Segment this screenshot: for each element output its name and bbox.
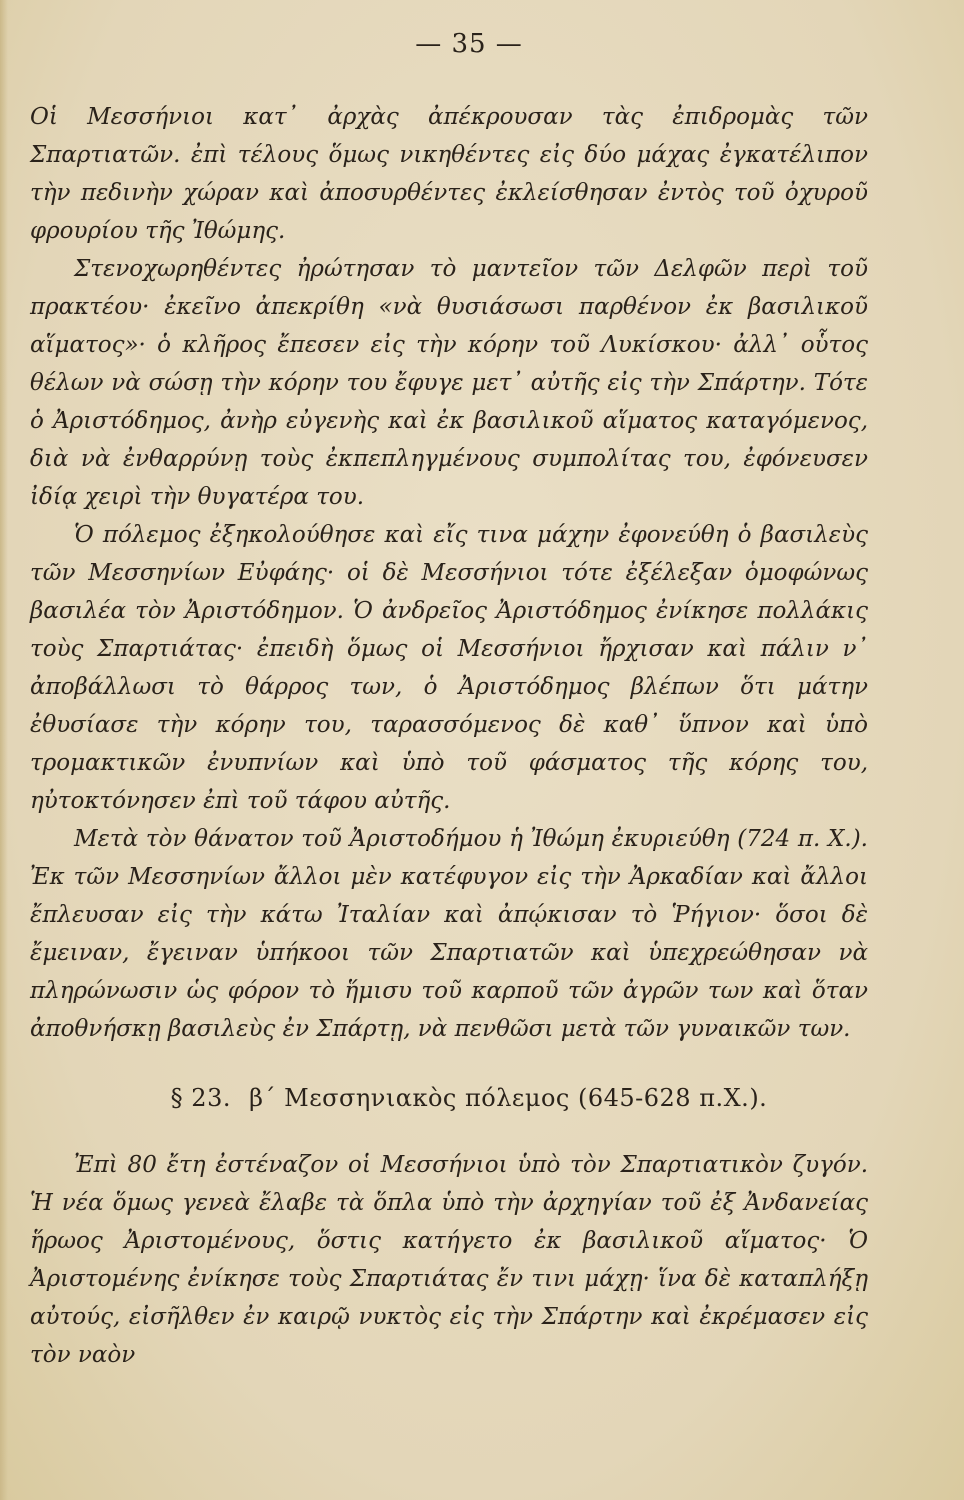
page-number: — 35 — bbox=[415, 29, 523, 59]
paragraph-3: Ὁ πόλεμος ἐξηκολούθησε καὶ εἴς τινα μάχην ἐφονεύθη ὁ βασιλεὺς τῶν Μεσσηνίων Εὐφάης· οἱ δὲ Μεσσήνιοι τότε ἐξέλεξαν ὁμοφώνως βασιλέα τὸν Ἀριστόδημον. Ὁ ἀνδρεῖος Ἀριστόδημος ἐνίκησε πολλάκις τοὺς Σπαρτιάτας· ἐπειδὴ ὅμως οἱ Μεσσήνιοι ἤρχισαν καὶ πάλιν ν᾽ ἀποβάλλωσι τὸ θάρρος των, ὁ Ἀριστόδημος βλέπων ὅτι μάτην ἐθυσίασε τὴν κόρην του, ταρασσόμενος δὲ καθ᾽ ὕπνον καὶ ὑπὸ τρομακτικῶν ἐνυπνίων καὶ ὑπὸ τοῦ φάσματος τῆς κόρης του, ηὐτοκτόνησεν ἐπὶ τοῦ τάφου αὐτῆς. bbox=[30, 522, 868, 814]
section-heading bbox=[30, 1078, 868, 1118]
paragraph-1: Οἱ Μεσσήνιοι κατ᾽ ἀρχὰς ἀπέκρουσαν τὰς ἐπιδρομὰς τῶν Σπαρτιατῶν. ἐπὶ τέλους ὅμως νικηθέντες εἰς δύο μάχας ἐγκατέλιπον τὴν πεδινὴν χώραν καὶ ἀποσυρθέντες ἐκλείσθησαν ἐντὸς τοῦ ὀχυροῦ φρουρίου τῆς Ἰθώμης. bbox=[30, 104, 868, 244]
section-title: β΄ Μεσσηνιακὸς πόλεμος (645-628 π.Χ.). bbox=[249, 1084, 768, 1112]
paragraph-2: Στενοχωρηθέντες ἠρώτησαν τὸ μαντεῖον τῶν Δελφῶν περὶ τοῦ πρακτέου· ἐκεῖνο ἀπεκρίθη «νὰ θυσιάσωσι παρθένον ἐκ βασιλικοῦ αἵματος»· ὁ κλῆρος ἔπεσεν εἰς τὴν κόρην τοῦ Λυκίσκου· ἀλλ᾽ οὗτος θέλων νὰ σώσῃ τὴν κόρην του ἔφυγε μετ᾽ αὐτῆς εἰς τὴν Σπάρτην. Τότε ὁ Ἀριστόδημος, ἀνὴρ εὐγενὴς καὶ ἐκ βασιλικοῦ αἵματος καταγόμενος, διὰ νὰ ἐνθαρρύνῃ τοὺς ἐκπεπληγμένους συμπολίτας του, ἐφόνευσεν ἰδίᾳ χειρὶ τὴν θυγατέρα του. bbox=[30, 256, 868, 510]
page-edge-shadow bbox=[0, 0, 8, 1500]
section-number: § 23. bbox=[170, 1084, 231, 1112]
paragraph-4: Μετὰ τὸν θάνατον τοῦ Ἀριστοδήμου ἡ Ἰθώμη ἐκυριεύθη (724 π. Χ.). Ἐκ τῶν Μεσσηνίων ἄλλοι μὲν κατέφυγον εἰς τὴν Ἀρκαδίαν καὶ ἄλλοι ἔπλευσαν εἰς τὴν κάτω Ἰταλίαν καὶ ἀπῴκισαν τὸ Ῥήγιον· ὅσοι δὲ ἔμειναν, ἔγειναν ὑπήκοοι τῶν Σπαρτιατῶν καὶ ὑπεχρεώθησαν νὰ πληρώνωσιν ὡς φόρον τὸ ἥμισυ τοῦ καρποῦ τῶν ἀγρῶν των καὶ ὅταν ἀποθνήσκῃ βασιλεὺς ἐν Σπάρτῃ, νὰ πενθῶσι μετὰ τῶν γυναικῶν των. bbox=[30, 826, 868, 1042]
section-paragraph-1: Ἐπὶ 80 ἔτη ἐστέναζον οἱ Μεσσήνιοι ὑπὸ τὸν Σπαρτιατικὸν ζυγόν. Ἡ νέα ὅμως γενεὰ ἔλαβε τὰ ὅπλα ὑπὸ τὴν ἀρχηγίαν τοῦ ἐξ Ἀνδανείας ἥρωος Ἀριστομένους, ὅστις κατήγετο ἐκ βασιλικοῦ αἵματος· Ὁ Ἀριστομένης ἐνίκησε τοὺς Σπαρτιάτας ἔν τινι μάχῃ· ἵνα δὲ καταπλήξῃ αὐτούς, εἰσῆλθεν ἐν καιρῷ νυκτὸς εἰς τὴν Σπάρτην καὶ ἐκρέμασεν εἰς τὸν ναὸν bbox=[30, 1152, 868, 1368]
